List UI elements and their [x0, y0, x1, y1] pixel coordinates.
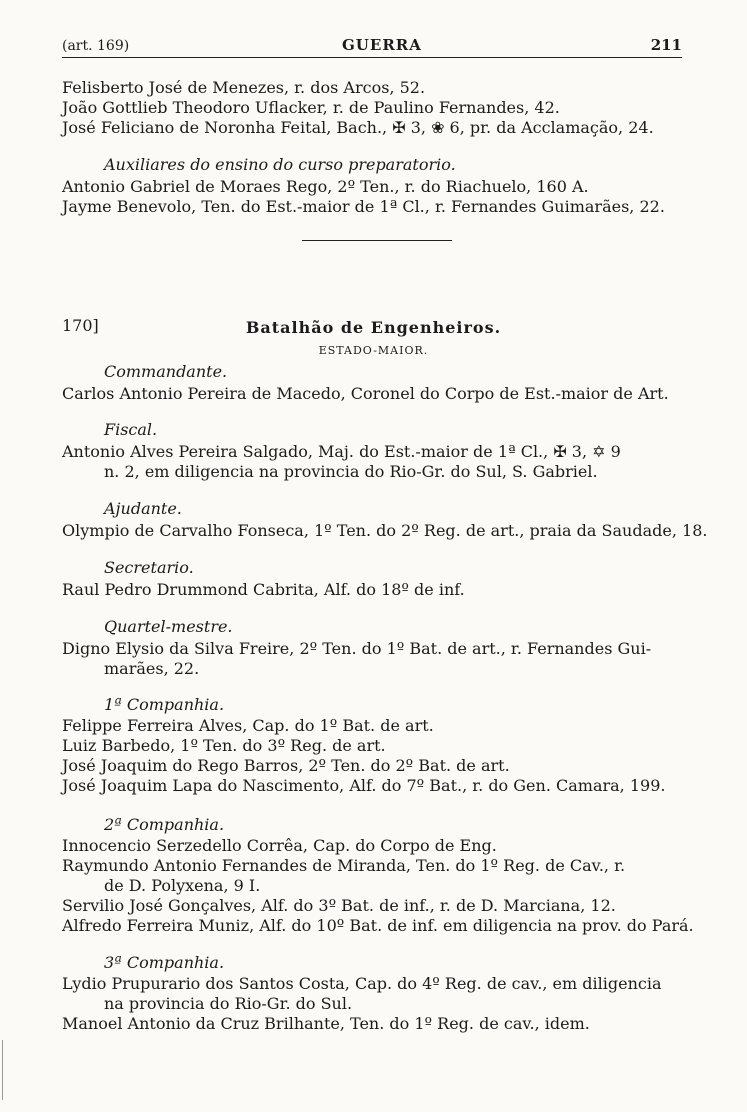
entry-line: João Gottlieb Theodoro Uflacker, r. de Paulino Fernandes, 42. [62, 98, 560, 117]
entry-line: Felisberto José de Menezes, r. dos Arcos, 52. [62, 78, 426, 97]
header-rule [62, 57, 682, 58]
entry-line: José Joaquim Lapa do Nascimento, Alf. do 7º Bat., r. do Gen. Camara, 199. [62, 776, 666, 795]
page-number: 211 [650, 36, 682, 54]
subsection-heading: Auxiliares do ensino do curso preparatorio. [104, 155, 456, 174]
entry-line: Manoel Antonio da Cruz Brilhante, Ten. do 1º Reg. de cav., idem. [62, 1014, 590, 1033]
company-heading: 2ª Companhia. [104, 815, 225, 834]
header-title: GUERRA [342, 36, 422, 54]
role-heading: Commandante. [104, 362, 228, 381]
section-number: 170] [62, 316, 99, 335]
role-heading: Fiscal. [104, 420, 158, 439]
entry-line: Raul Pedro Drummond Cabrita, Alf. do 18º de inf. [62, 580, 465, 599]
role-heading: Secretario. [104, 558, 194, 577]
entry-line-continuation: marães, 22. [104, 659, 200, 678]
running-header [62, 34, 682, 58]
entry-line: Carlos Antonio Pereira de Macedo, Coronel do Corpo de Est.-maior de Art. [62, 384, 669, 403]
section-subtitle: ESTADO-MAIOR. [318, 344, 429, 357]
section-divider [302, 240, 452, 241]
role-heading: Quartel-mestre. [104, 617, 233, 636]
company-heading: 3ª Companhia. [104, 953, 225, 972]
entry-line: José Joaquim do Rego Barros, 2º Ten. do 2º Bat. de art. [62, 756, 510, 775]
company-heading: 1ª Companhia. [104, 695, 225, 714]
entry-line: Jayme Benevolo, Ten. do Est.-maior de 1ª Cl., r. Fernandes Guimarães, 22. [62, 197, 665, 216]
entry-line: Antonio Alves Pereira Salgado, Maj. do Est.-maior de 1ª Cl., ✠ 3, ✡ 9 [62, 442, 621, 461]
section-title: Batalhão de Engenheiros. [245, 318, 502, 337]
role-heading: Ajudante. [104, 499, 182, 518]
entry-line: Olympio de Carvalho Fonseca, 1º Ten. do 2º Reg. de art., praia da Saudade, 18. [62, 521, 708, 540]
entry-line: Lydio Prupurario dos Santos Costa, Cap. do 4º Reg. de cav., em diligencia [62, 974, 662, 993]
entry-line-continuation: de D. Polyxena, 9 I. [104, 876, 261, 895]
entry-line: Luiz Barbedo, 1º Ten. do 3º Reg. de art. [62, 736, 386, 755]
entry-line: Innocencio Serzedello Corrêa, Cap. do Corpo de Eng. [62, 836, 497, 855]
margin-mark [2, 1040, 3, 1100]
header-article-ref: (art. 169) [62, 38, 130, 54]
entry-line: Raymundo Antonio Fernandes de Miranda, Ten. do 1º Reg. de Cav., r. [62, 856, 626, 875]
entry-line-continuation: na provincia do Rio-Gr. do Sul. [104, 994, 353, 1013]
entry-line: Digno Elysio da Silva Freire, 2º Ten. do 1º Bat. de art., r. Fernandes Gui- [62, 639, 652, 658]
entry-line: Antonio Gabriel de Moraes Rego, 2º Ten., r. do Riachuelo, 160 A. [62, 177, 589, 196]
entry-line: Felippe Ferreira Alves, Cap. do 1º Bat. de art. [62, 716, 434, 735]
entry-line-continuation: n. 2, em diligencia na provincia do Rio-Gr. do Sul, S. Gabriel. [104, 462, 598, 481]
entry-line: Alfredo Ferreira Muniz, Alf. do 10º Bat. de inf. em diligencia na prov. do Pará. [62, 916, 694, 935]
entry-line: José Feliciano de Noronha Feital, Bach., ✠ 3, ❀ 6, pr. da Acclamação, 24. [62, 118, 654, 137]
entry-line: Servilio José Gonçalves, Alf. do 3º Bat. de inf., r. de D. Marciana, 12. [62, 896, 616, 915]
